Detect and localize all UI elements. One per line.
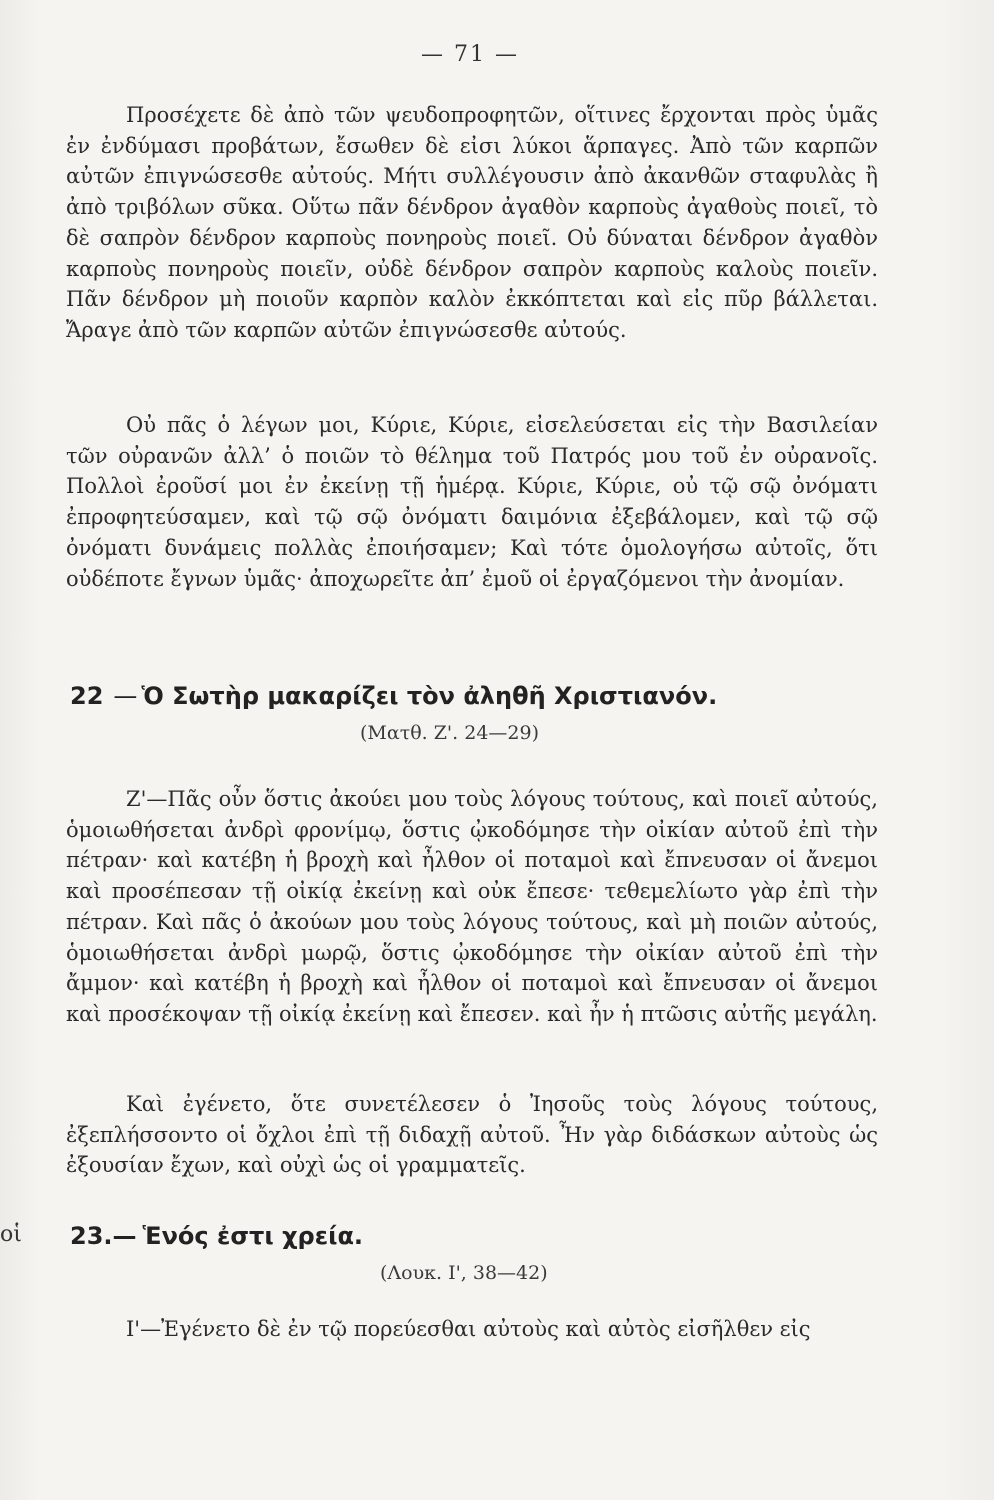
section-number: 23.— <box>70 1222 137 1250</box>
paragraph-martha-mary: Ι'—Ἐγένετο δὲ ἐν τῷ πορεύεσθαι αὐτοὺς καὶ αὐτὸς εἰσῆλθεν εἰς <box>126 1317 811 1341</box>
page-number: — 71 — <box>421 42 519 67</box>
paragraph-wise-builder: Ζ'—Πᾶς οὖν ὅστις ἀκούει μου τοὺς λόγους τούτους, καὶ ποιεῖ αὐτούς, ὁμοιωθήσεται ἀνδρὶ φρονίμῳ, ὅστις ᾠκοδόμησε τὴν οἰκίαν αὐτοῦ ἐπὶ τὴν πέτραν· καὶ κατέβη ἡ βροχὴ καὶ ἦλθον οἱ ποταμοὶ καὶ ἔπνευσαν οἱ ἄνεμοι καὶ προσέπεσαν τῇ οἰκίᾳ ἐκείνῃ καὶ οὐκ ἔπεσε· τεθεμελίωτο γὰρ ἐπὶ τὴν πέτραν. Καὶ πᾶς ὁ ἀκούων μου τοὺς λόγους τούτους, καὶ μὴ ποιῶν αὐτούς, ὁμοιωθήσεται ἀνδρὶ μωρῷ, ὅστις ᾠκοδόμησε τὴν οἰκίαν αὐτοῦ ἐπὶ τὴν ἄμμον· καὶ κατέβη ἡ βροχὴ καὶ ἦλθον οἱ ποταμοὶ καὶ ἔπνευσαν οἱ ἄνεμοι καὶ προσέκοψαν τῇ οἰκίᾳ ἐκείνῃ καὶ ἔπεσεν. καὶ ἦν ἡ πτῶσις αὐτῆς μεγάλη. <box>66 787 878 1026</box>
section-title: Ἑνός ἐστι χρεία. <box>142 1222 364 1250</box>
section-number: 22 <box>70 682 104 710</box>
margin-fragment: οἱ <box>0 1222 22 1247</box>
section-heading-22 <box>70 682 717 710</box>
paragraph-crowds-amazed: Καὶ ἐγένετο, ὅτε συνετέλεσεν ὁ Ἰησοῦς τοὺς λόγους τούτους, ἐξεπλήσσοντο οἱ ὄχλοι ἐπὶ τῇ διδαχῇ αὐτοῦ. Ἦν γὰρ διδάσκων αὐτοὺς ὡς ἐξουσίαν ἔχων, καὶ οὐχὶ ὡς οἱ γραμματεῖς. <box>66 1092 878 1178</box>
scripture-reference-22: (Ματθ. Ζ'. 24—29) <box>360 722 539 744</box>
paragraph-false-prophets: Προσέχετε δὲ ἀπὸ τῶν ψευδοπροφητῶν, οἵτινες ἔρχονται πρὸς ὑμᾶς ἐν ἐνδύμασι προβάτων, ἔσωθεν δὲ εἰσι λύκοι ἅρπαγες. Ἀπὸ τῶν καρπῶν αὐτῶν ἐπιγνώσεσθε αὐτούς. Μήτι συλλέγουσιν ἀπὸ ἀκανθῶν σταφυλὰς ἢ ἀπὸ τριβόλων σῦκα. Οὕτω πᾶν δένδρον ἀγαθὸν καρποὺς ἀγαθοὺς ποιεῖ, τὸ δὲ σαπρὸν δένδρον καρποὺς πονηροὺς ποιεῖ. Οὐ δύναται δένδρον ἀγαθὸν καρποὺς πονηροὺς ποιεῖν, οὐδὲ δένδρον σαπρὸν καρποὺς καλοὺς ποιεῖν. Πᾶν δένδρον μὴ ποιοῦν καρπὸν καλὸν ἐκκόπτεται καὶ εἰς πῦρ βάλλεται. Ἄραγε ἀπὸ τῶν καρπῶν αὐτῶν ἐπιγνώσεσθε αὐτούς. <box>66 103 878 342</box>
scripture-reference-23: (Λουκ. Ι', 38—42) <box>380 1262 548 1284</box>
paragraph-lord-lord: Οὐ πᾶς ὁ λέγων μοι, Κύριε, Κύριε, εἰσελεύσεται εἰς τὴν Βασιλείαν τῶν οὐρανῶν ἀλλ’ ὁ ποιῶν τὸ θέλημα τοῦ Πατρός μου τοῦ ἐν οὐρανοῖς. Πολλοὶ ἐροῦσί μοι ἐν ἐκείνῃ τῇ ἡμέρᾳ. Κύριε, Κύριε, οὐ τῷ σῷ ὀνόματι ἐπροφητεύσαμεν, καὶ τῷ σῷ ὀνόματι δαιμόνια ἐξεβάλομεν, καὶ τῷ σῷ ὀνόματι δυνάμεις πολλὰς ἐποιήσαμεν; Καὶ τότε ὁμολογήσω αὐτοῖς, ὅτι οὐδέποτε ἔγνων ὑμᾶς· ἀποχωρεῖτε ἀπ’ ἐμοῦ οἱ ἐργαζόμενοι τὴν ἀνομίαν. <box>66 413 878 591</box>
section-dash: — <box>113 682 138 710</box>
section-title: Ὁ Σωτὴρ μακαρίζει τὸν ἀληθῆ Χριστιανόν. <box>141 682 718 710</box>
section-heading-23 <box>70 1222 363 1250</box>
